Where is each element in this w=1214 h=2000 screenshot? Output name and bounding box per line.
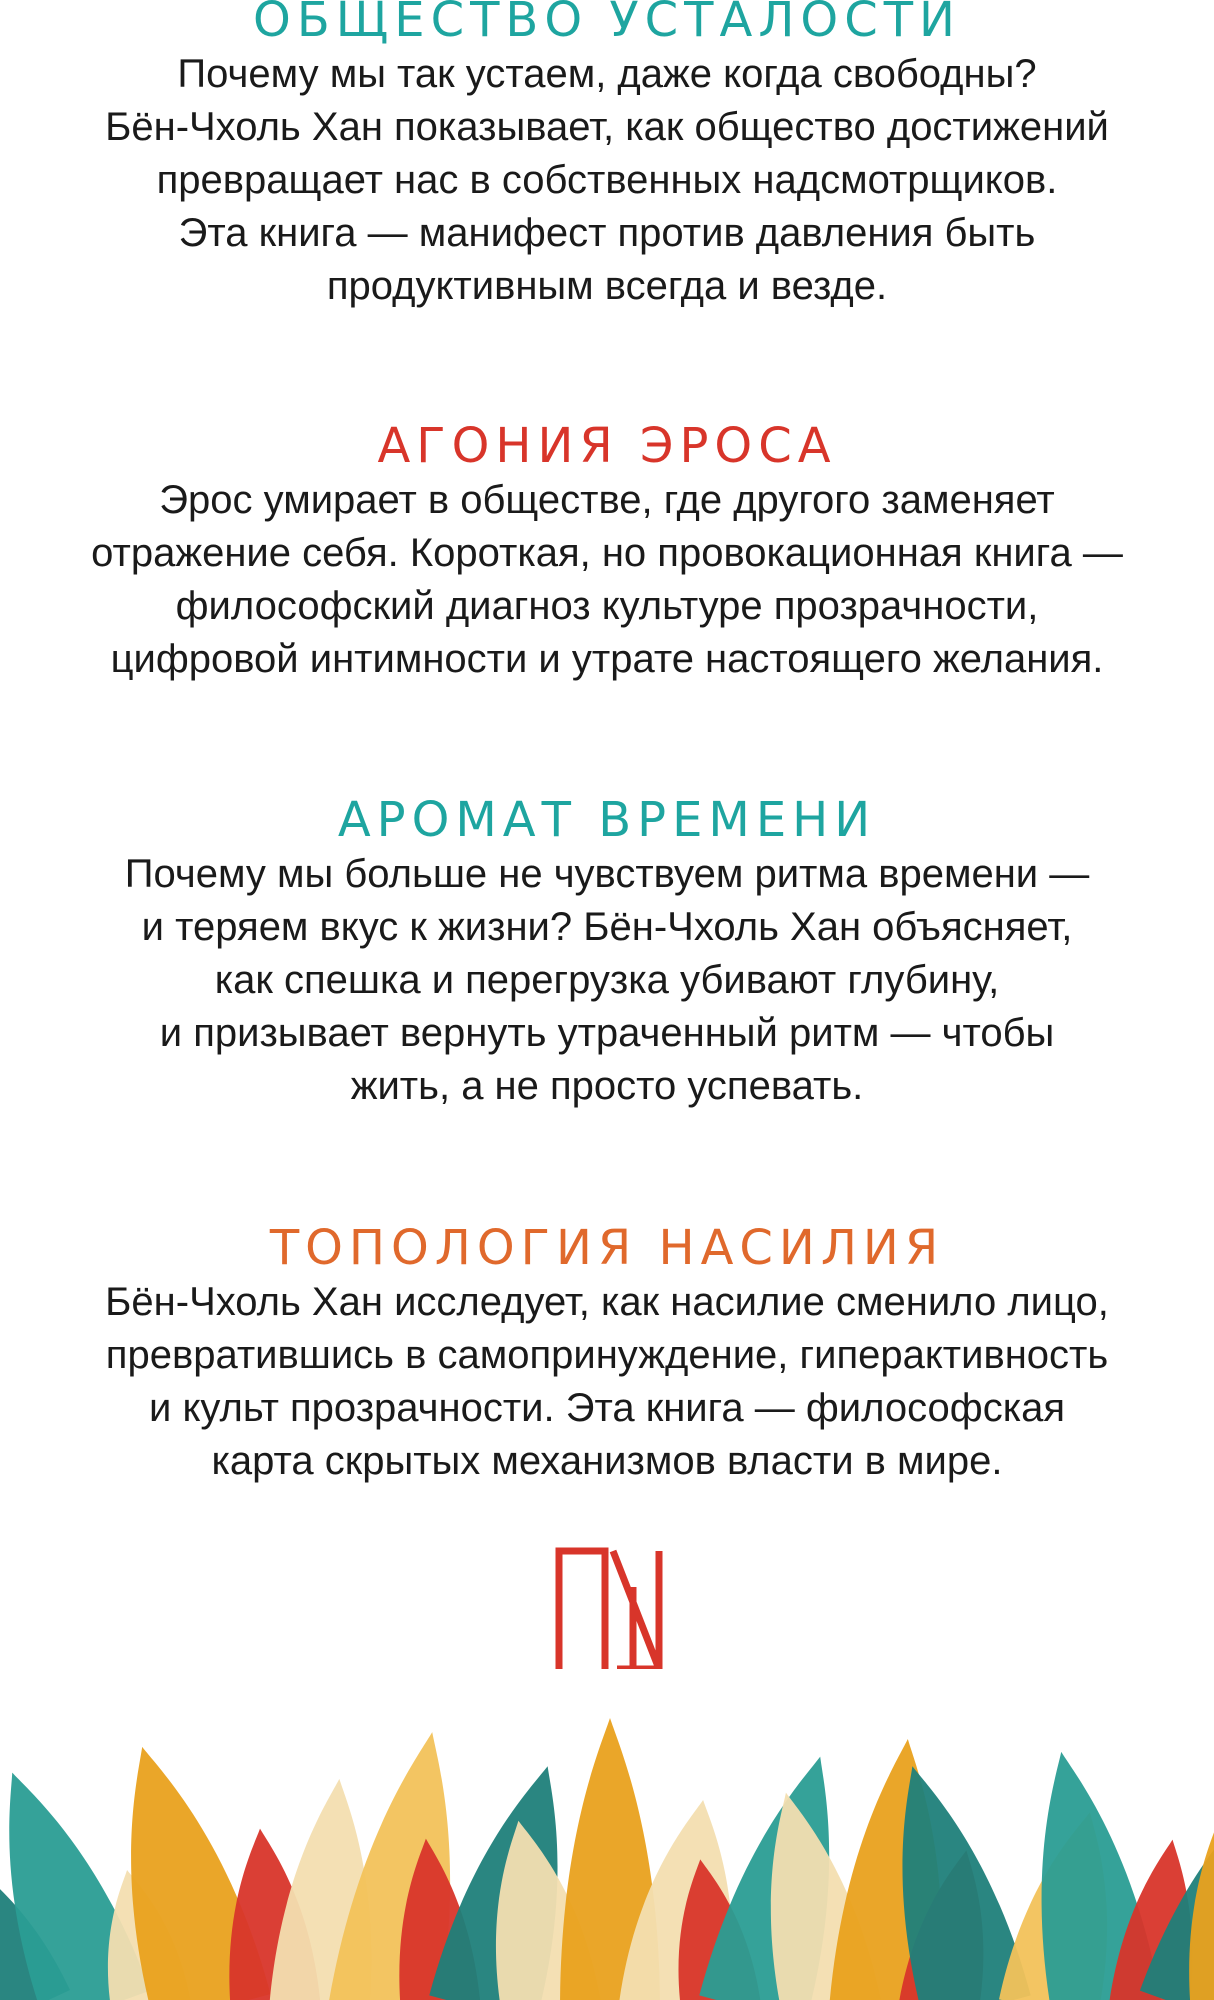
description-line: и теряем вкус к жизни? Бён-Чхоль Хан объясняет,	[141, 905, 1073, 949]
description-line: Почему мы так устаем, даже когда свободны?	[177, 52, 1037, 96]
section-scent-of-time	[0, 792, 1214, 1113]
description-line: Бён-Чхоль Хан исследует, как насилие сменило лицо,	[105, 1280, 1109, 1324]
description-line: цифровой интимности и утрате настоящего желания.	[110, 637, 1104, 681]
leaves-decoration	[0, 1718, 1214, 2000]
section-fatigue-society	[0, 0, 1214, 313]
description-line: Эта книга — манифест против давления быть	[178, 211, 1036, 255]
section-title: АРОМАТ ВРЕМЕНИ	[337, 792, 877, 848]
description-line: отражение себя. Короткая, но провокационная книга —	[91, 531, 1123, 575]
description-line: карта скрытых механизмов власти в мире.	[211, 1439, 1003, 1483]
description-line: продуктивным всегда и везде.	[326, 264, 888, 308]
section-description	[12, 48, 1202, 313]
section-topology-of-violence	[0, 1220, 1214, 1488]
description-line: Бён-Чхоль Хан показывает, как общество достижений	[105, 105, 1109, 149]
description-line: философский диагноз культуре прозрачности,	[175, 584, 1039, 628]
section-description	[12, 474, 1202, 686]
section-title: АГОНИЯ ЭРОСА	[377, 418, 837, 474]
description-line: и призывает вернуть утраченный ритм — чтобы	[159, 1011, 1055, 1055]
description-line: и культ прозрачности. Эта книга — философская	[148, 1386, 1065, 1430]
description-line: превратившись в самопринуждение, гиперактивность	[105, 1333, 1109, 1377]
section-description	[12, 848, 1202, 1113]
description-line: Эрос умирает в обществе, где другого заменяет	[159, 478, 1055, 522]
publisher-logo-icon	[555, 1547, 663, 1669]
section-agony-of-eros	[0, 418, 1214, 686]
section-description	[12, 1276, 1202, 1488]
description-line: превращает нас в собственных надсмотрщиков.	[156, 158, 1058, 202]
section-title: ТОПОЛОГИЯ НАСИЛИЯ	[269, 1220, 945, 1276]
section-title: ОБЩЕСТВО УСТАЛОСТИ	[253, 0, 961, 48]
description-line: Почему мы больше не чувствуем ритма времени —	[124, 852, 1090, 896]
description-line: как спешка и перегрузка убивают глубину,	[214, 958, 1000, 1002]
description-line: жить, а не просто успевать.	[350, 1064, 864, 1108]
